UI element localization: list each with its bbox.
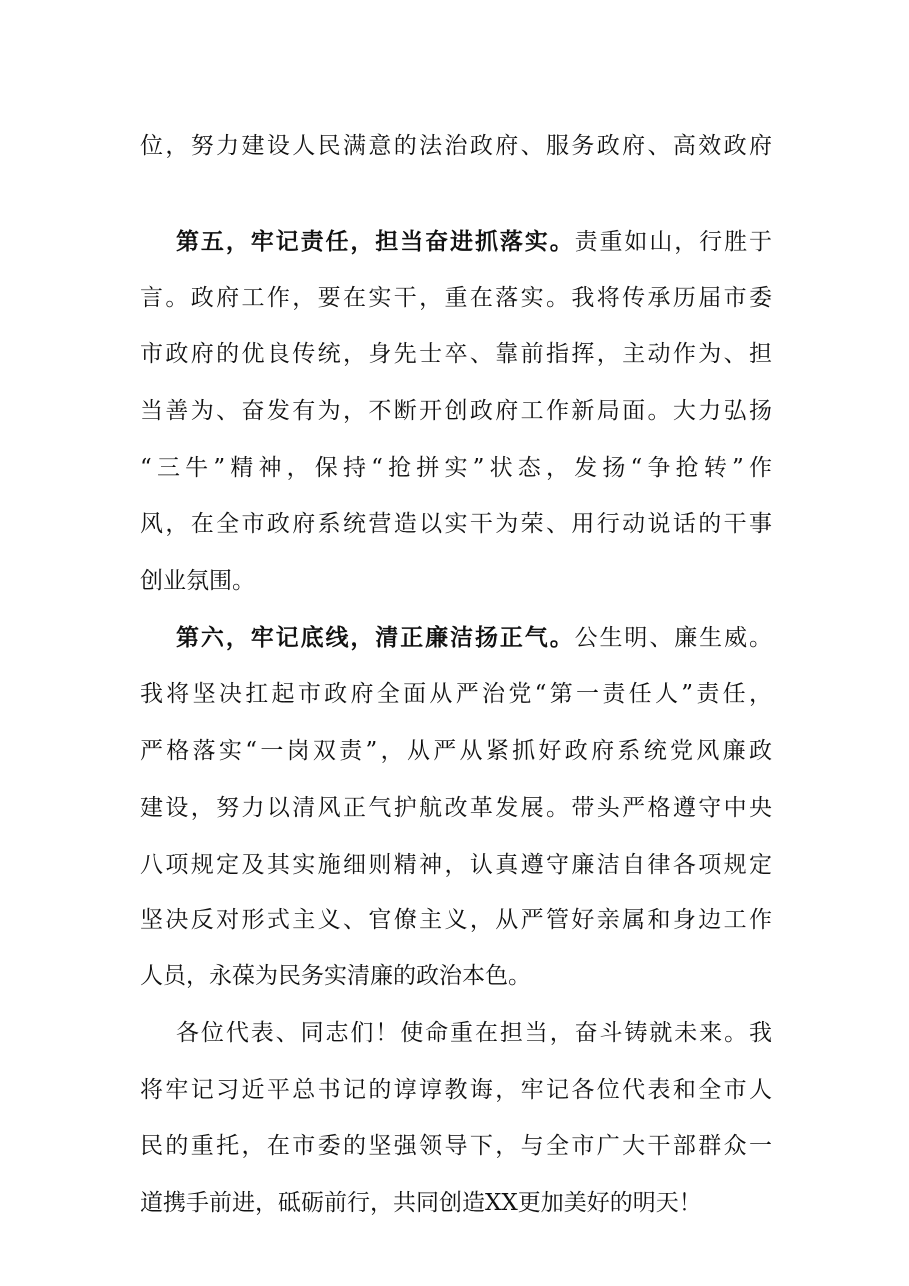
text-line: 将牢记习近平总书记的谆谆教诲，牢记各位代表和全市人 <box>140 1077 772 1103</box>
text-line: 道携手前进，砥砺前行，共同创造XX更加美好的明天！ <box>140 1190 702 1216</box>
text-line: 创业氛围。 <box>140 568 255 594</box>
text-line: 坚决反对形式主义、官僚主义，从严管好亲属和身边工作 <box>140 907 772 933</box>
text-line: 严格落实“一岗双责”，从严从紧抓好政府系统党风廉政 <box>140 738 772 764</box>
closing-first-line: 各位代表、同志们！使命重在担当，奋斗铸就未来。我 <box>176 1020 772 1046</box>
paragraph-5-text: 责重如山，行胜于 <box>574 229 773 255</box>
text-line: 风，在全市政府系统营造以实干为荣、用行动说话的干事 <box>140 511 772 537</box>
paragraph-6-first-line <box>176 620 772 656</box>
text-line: 我将坚决扛起市政府全面从严治党“第一责任人”责任， <box>140 681 772 707</box>
text-line: 位，努力建设人民满意的法治政府、服务政府、高效政府 <box>140 133 772 159</box>
text-line: “三牛”精神，保持“抢拼实”状态，发扬“争抢转”作 <box>140 455 772 481</box>
paragraph-6-heading: 第六，牢记底线，清正廉洁扬正气。 <box>176 625 575 651</box>
text-line: 当善为、奋发有为，不断开创政府工作新局面。大力弘扬 <box>140 398 772 424</box>
text-line: 人员，永葆为民务实清廉的政治本色。 <box>140 963 531 989</box>
text-line: 言。政府工作，要在实干，重在落实。我将传承历届市委 <box>140 285 772 311</box>
paragraph-5-first-line <box>176 224 772 260</box>
text-line: 市政府的优良传统，身先士卒、靠前指挥，主动作为、担 <box>140 341 772 367</box>
text-line: 民的重托，在市委的坚强领导下，与全市广大干部群众一 <box>140 1133 772 1159</box>
text-line: 建设，努力以清风正气护航改革发展。带头严格遵守中央 <box>140 795 772 821</box>
text-line: 八项规定及其实施细则精神，认真遵守廉洁自律各项规定 <box>140 852 772 878</box>
paragraph-6-text: 公生明、廉生威。 <box>574 625 773 651</box>
paragraph-5-heading: 第五，牢记责任，担当奋进抓落实。 <box>176 229 575 255</box>
